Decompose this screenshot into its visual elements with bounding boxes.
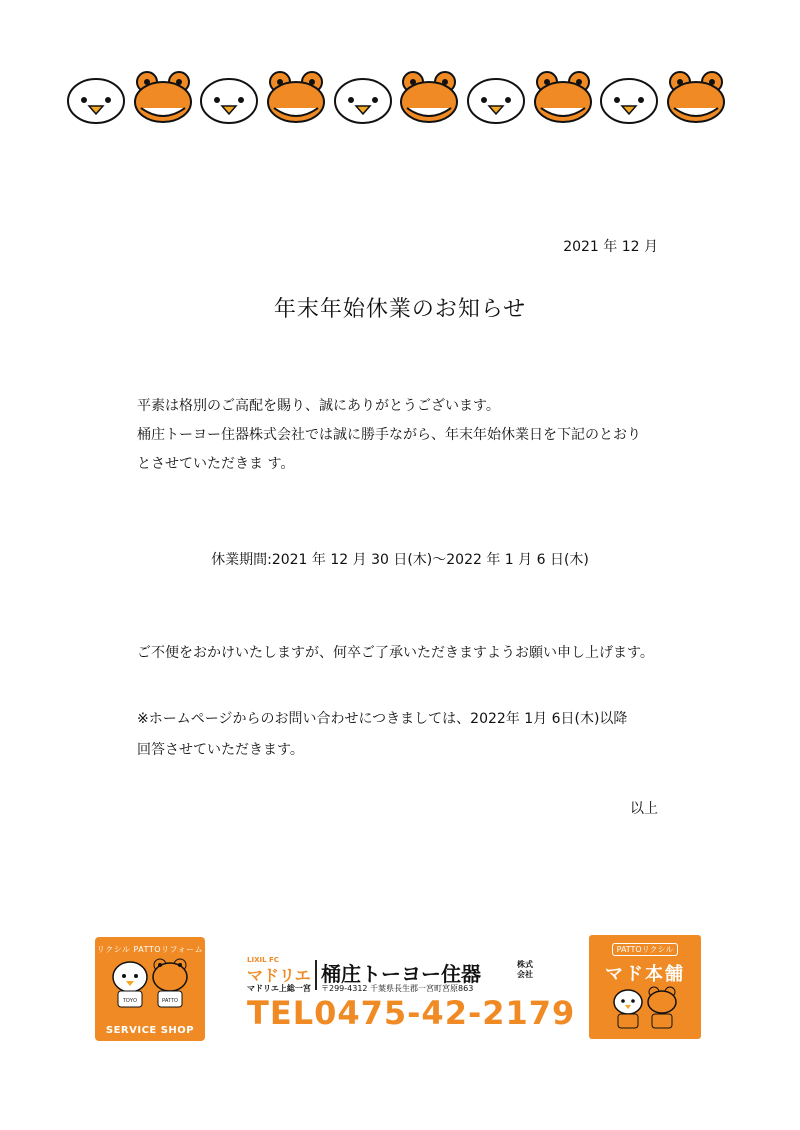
mascot-banner bbox=[66, 68, 726, 124]
notice-line: ※ホームページからのお問い合わせにつきましては、2022年 1月 6日(木)以降 bbox=[137, 711, 628, 727]
frog-icon bbox=[399, 68, 459, 124]
mado-honpo-badge bbox=[589, 935, 701, 1039]
badge-top-label: リクシル PATTOリフォーム bbox=[96, 945, 204, 954]
document-date: 2021 年 12 月 bbox=[563, 239, 658, 255]
mascot-pair-icon bbox=[600, 986, 690, 1030]
company-name: 桶庄トーヨー住器 bbox=[321, 962, 481, 986]
madorie-logo: マドリエ bbox=[247, 966, 311, 985]
chick-shirt-tag: TOYO bbox=[122, 998, 138, 1004]
frog-icon bbox=[533, 68, 593, 124]
company-phone: TEL0475-42-2179 bbox=[247, 994, 576, 1032]
mascot-pair-icon bbox=[100, 955, 200, 1011]
service-shop-badge bbox=[95, 937, 205, 1041]
company-logo bbox=[245, 956, 576, 1036]
notice-line: 回答させていただきます。 bbox=[137, 742, 304, 758]
page-title: 年末年始休業のお知らせ bbox=[273, 297, 527, 322]
logo-divider bbox=[315, 960, 317, 990]
holiday-period: 休業期間:2021 年 12 月 30 日(木)〜2022 年 1 月 6 日(木) bbox=[211, 552, 589, 568]
madorie-branch: マドリエ上総一宮 bbox=[247, 984, 311, 993]
chick-icon bbox=[466, 68, 526, 124]
body-line: 平素は格別のご高配を賜り、誠にありがとうございます。 bbox=[137, 398, 500, 414]
chick-icon bbox=[599, 68, 659, 124]
greeting-paragraph bbox=[137, 392, 677, 479]
chick-icon bbox=[199, 68, 259, 124]
frog-shirt-tag: PATTO bbox=[162, 998, 178, 1004]
badge-bottom-label: SERVICE SHOP bbox=[105, 1025, 195, 1036]
closing-text: ご不便をおかけいたしますが、何卒ご了承いただきますようお願い申し上げます。 bbox=[137, 645, 654, 661]
body-line: とさせていただきま す。 bbox=[137, 456, 295, 472]
frog-icon bbox=[133, 68, 193, 124]
chick-icon bbox=[66, 68, 126, 124]
frog-icon bbox=[266, 68, 326, 124]
frog-icon bbox=[666, 68, 726, 124]
closing-mark: 以上 bbox=[630, 801, 658, 817]
chick-icon bbox=[333, 68, 393, 124]
lixil-label: LIXIL FC bbox=[247, 956, 279, 964]
company-address: 〒299-4312 千葉県長生郡一宮町宮原863 bbox=[321, 984, 474, 993]
company-type: 株式会社 bbox=[517, 960, 533, 979]
badge-top-label: PATTOリクシル bbox=[612, 943, 679, 956]
badge-main-label: マド本舗 bbox=[605, 964, 685, 985]
body-line: 桶庄トーヨー住器株式会社では誠に勝手ながら、年末年始休業日を下記のとおり bbox=[137, 427, 641, 443]
inquiry-notice bbox=[137, 704, 627, 766]
